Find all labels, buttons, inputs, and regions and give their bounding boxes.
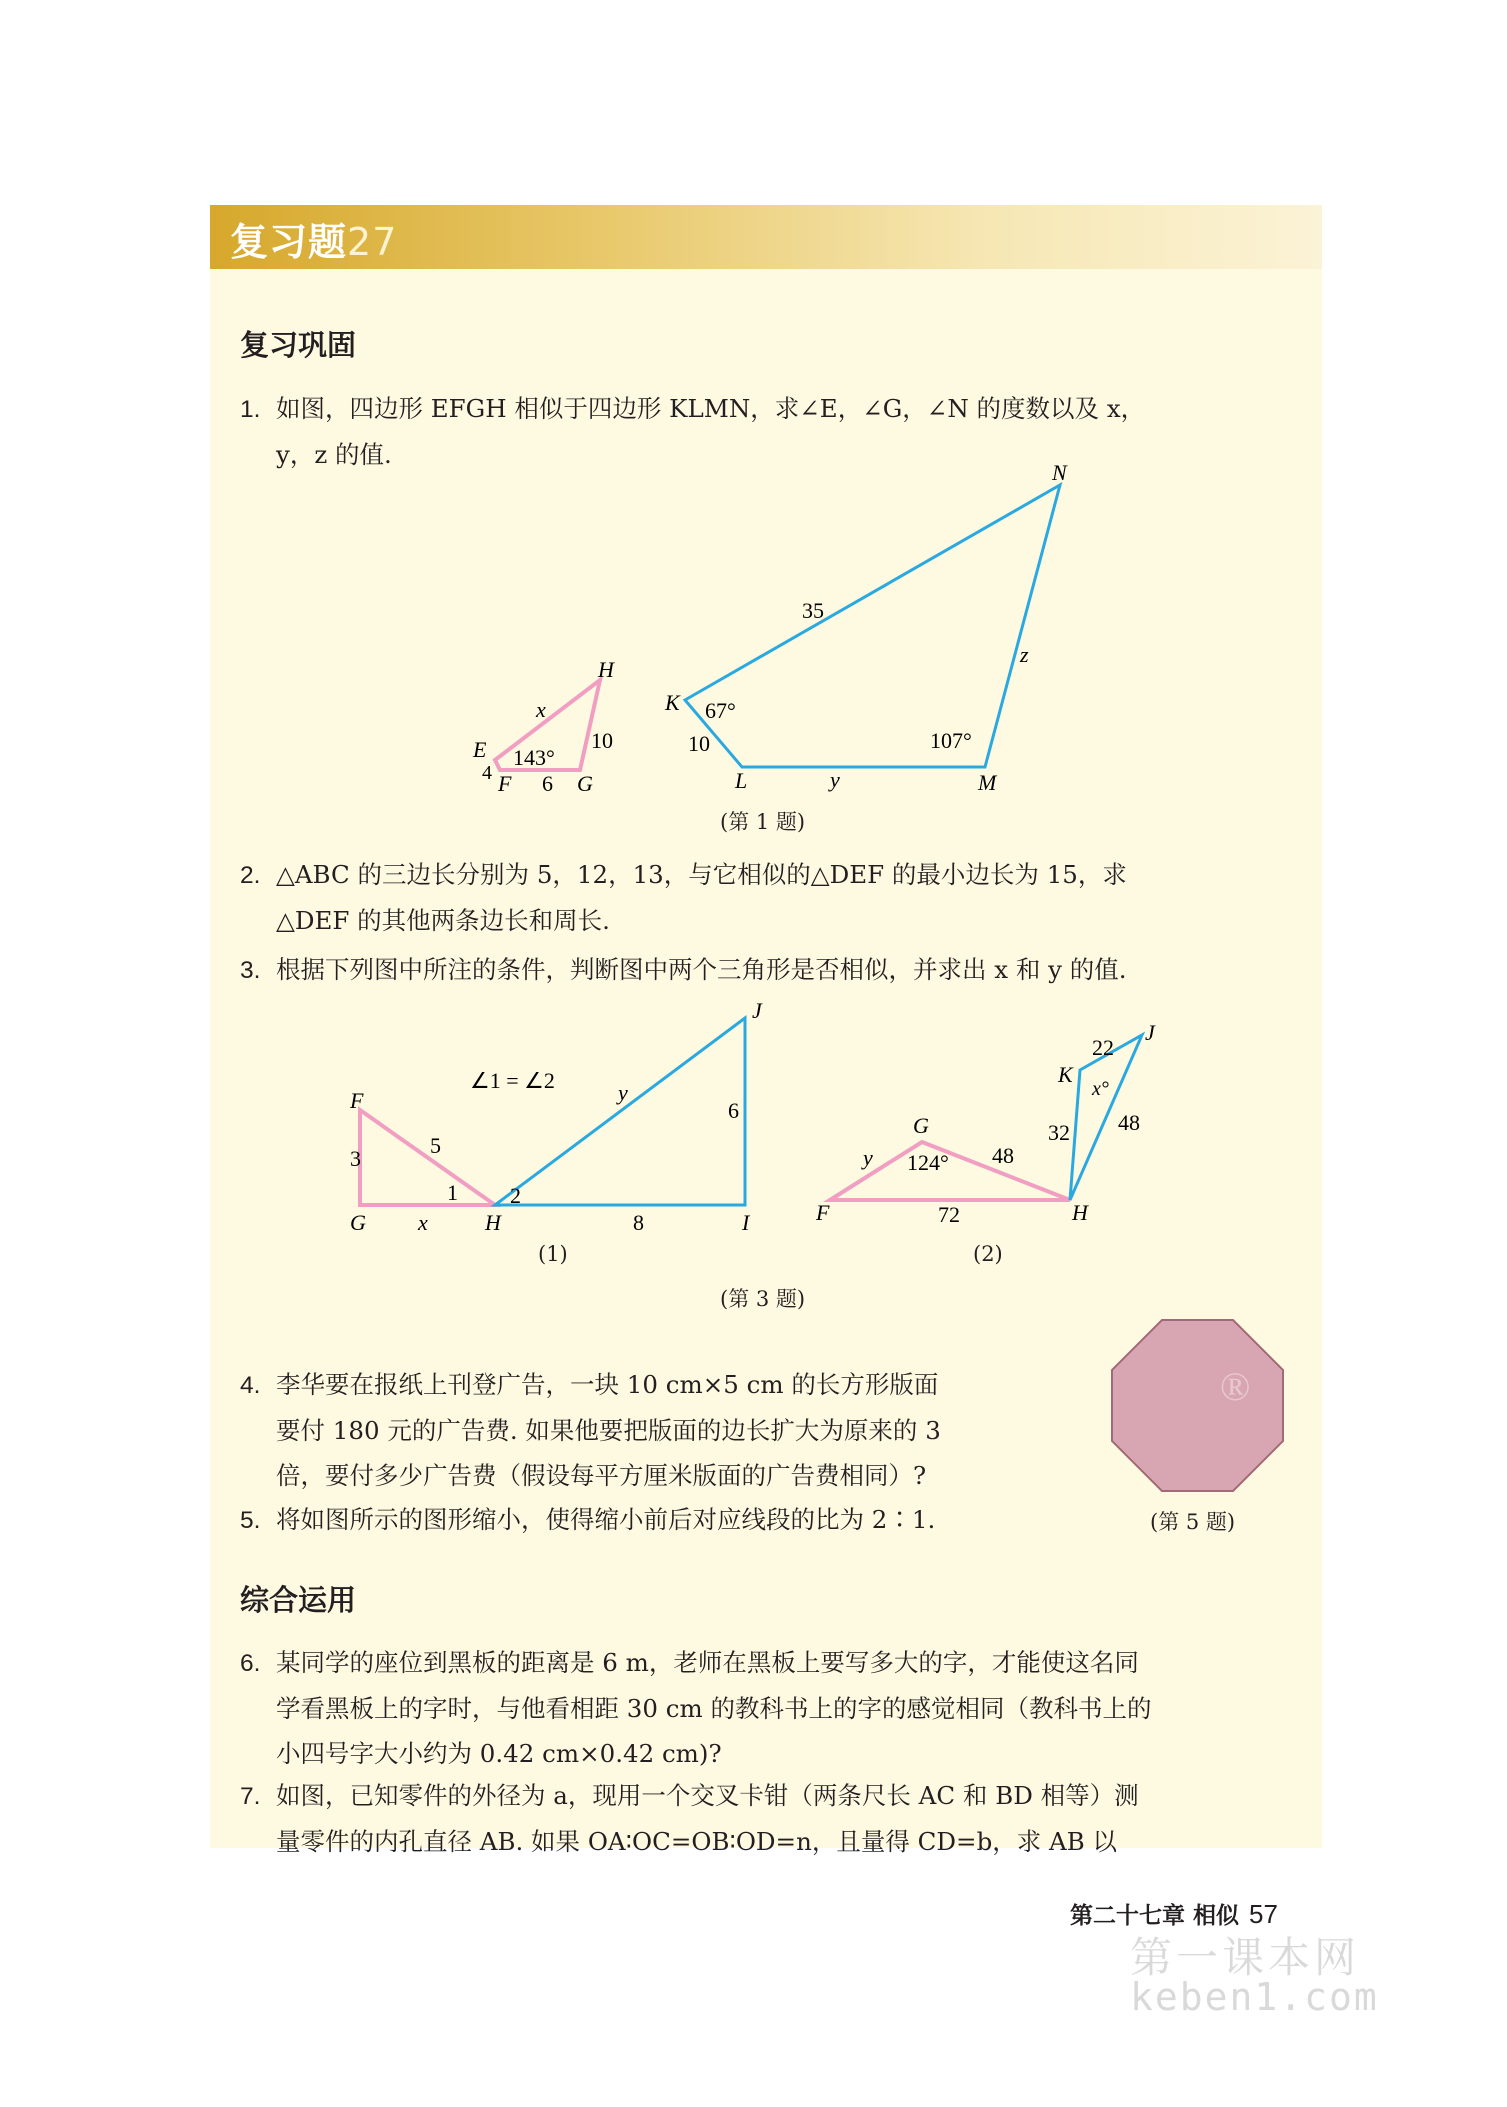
fig1-angle-M: 107° — [930, 728, 972, 753]
watermark-url: keben1.com — [1130, 1975, 1379, 2019]
figure-5-octagon — [1110, 1318, 1285, 1493]
fig3-2-label-y: y — [863, 1145, 873, 1170]
question-7: 7. 如图，已知零件的外径为 a，现用一个交叉卡钳（两条尺长 AC 和 BD 相等）测 量零件的内孔直径 AB. 如果 OA∶OC=OB∶OD=n，且量得 CD=b，求 AB 以 — [240, 1781, 1139, 1856]
watermark-text: 第一课本网 — [1130, 1933, 1361, 1982]
question-5: 5. 将如图所示的图形缩小，使得缩小前后对应线段的比为 2∶1. — [240, 1505, 936, 1534]
fig3-2-label-G: G — [913, 1113, 929, 1138]
fig3-1-label-y: y — [618, 1080, 628, 1105]
fig3-2-label-32: 32 — [1048, 1120, 1070, 1145]
fig1-angle-K: 67° — [705, 698, 736, 723]
octagon-mark: ® — [1220, 1364, 1251, 1409]
fig1-label-L: L — [735, 768, 748, 793]
section-review: 复习巩固 — [240, 328, 357, 362]
fig3-2-label-48-GH: 48 — [992, 1143, 1014, 1168]
question-2: 2. △ABC 的三边长分别为 5，12，13，与它相似的△DEF 的最小边长为 15，求 △DEF 的其他两条边长和周长. — [240, 860, 1127, 935]
fig1-label-M: M — [978, 770, 997, 795]
fig1-label-10-small: 10 — [591, 728, 613, 753]
question-4: 4. 李华要在报纸上刊登广告，一块 10 cm×5 cm 的长方形版面 要付 180 元的广告费. 如果他要把版面的边长扩大为原来的 3 倍，要付多少广告费（假设每平方厘米版面的广告费相同）? — [240, 1370, 941, 1490]
fig3-2-label-72: 72 — [938, 1202, 960, 1227]
page-title: 复习题27 — [230, 220, 398, 264]
question-3: 3. 根据下列图中所注的条件，判断图中两个三角形是否相似，并求出 x 和 y 的值. — [240, 955, 1127, 984]
fig1-label-6: 6 — [542, 771, 553, 796]
fig1-angle-E: 143° — [513, 745, 555, 770]
quad-klmn — [685, 485, 1060, 767]
section-applied: 综合运用 — [240, 1583, 357, 1617]
fig3-1-label-5: 5 — [430, 1133, 441, 1158]
triangle-hij — [495, 1018, 745, 1205]
fig5-caption: (第 5 题) — [1150, 1510, 1236, 1534]
fig1-label-E: E — [473, 737, 487, 762]
fig3-1-label-x: x — [418, 1210, 428, 1235]
fig3-1-label-8: 8 — [633, 1210, 644, 1235]
fig3-1-label-1: 1 — [447, 1180, 458, 1205]
fig3-1-label-3: 3 — [350, 1146, 361, 1171]
fig1-label-H: H — [598, 657, 614, 682]
fig1-label-y: y — [830, 767, 840, 792]
fig3-2-label-H: H — [1072, 1200, 1088, 1225]
fig1-label-35: 35 — [802, 598, 824, 623]
fig3-1-label-G: G — [350, 1210, 366, 1235]
footer-chapter: 第二十七章 相似 — [1070, 1903, 1240, 1929]
figure-1 — [460, 460, 1100, 800]
fig1-label-F: F — [498, 771, 512, 796]
fig3-caption: (第 3 题) — [720, 1287, 806, 1311]
fig1-caption: (第 1 题) — [720, 810, 806, 834]
fig3-1-label-F: F — [350, 1088, 364, 1113]
triangle-fgh — [360, 1110, 495, 1205]
page-number: 57 — [1249, 1899, 1278, 1929]
fig1-label-10-KL: 10 — [688, 731, 710, 756]
fig3-1-label-I: I — [742, 1210, 750, 1235]
fig1-label-4: 4 — [482, 762, 492, 784]
fig1-label-K: K — [665, 690, 680, 715]
fig3-1-label-J: J — [752, 1000, 762, 1023]
question-6: 6. 某同学的座位到黑板的距离是 6 m，老师在黑板上要写多大的字，才能使这名同 学看黑板上的字时，与他看相距 30 cm 的教科书上的字的感觉相同（教科书上的 小四号字大小约为 0.42 cm×0.42 cm)? — [240, 1648, 1152, 1768]
question-1: 1. 如图，四边形 EFGH 相似于四边形 KLMN，求∠E，∠G，∠N 的度数以及 x， y，z 的值. — [240, 394, 1146, 469]
fig3-2-label-F: F — [816, 1200, 830, 1225]
fig3-2-angle-G: 124° — [907, 1150, 949, 1175]
fig3-1-label-6: 6 — [728, 1098, 739, 1123]
fig3-2-label-48-HJ: 48 — [1118, 1110, 1140, 1135]
figure-3-2 — [800, 1010, 1180, 1250]
fig3-1-label-H: H — [485, 1210, 501, 1235]
fig1-label-N: N — [1052, 460, 1067, 485]
fig3-1-angles: ∠1 = ∠2 — [470, 1068, 555, 1093]
fig3-2-label-22: 22 — [1092, 1035, 1114, 1060]
fig3-sub2: (2) — [973, 1242, 1003, 1266]
figure-3-1 — [330, 1000, 780, 1270]
fig3-1-label-2: 2 — [510, 1183, 521, 1208]
fig3-2-label-K: K — [1058, 1062, 1073, 1087]
fig1-label-G: G — [577, 771, 593, 796]
fig1-label-x: x — [536, 697, 546, 722]
fig3-2-label-J: J — [1145, 1020, 1155, 1045]
fig3-2-angle-x: x° — [1092, 1078, 1109, 1100]
fig1-label-z: z — [1020, 642, 1029, 667]
fig3-sub1: (1) — [538, 1242, 568, 1266]
